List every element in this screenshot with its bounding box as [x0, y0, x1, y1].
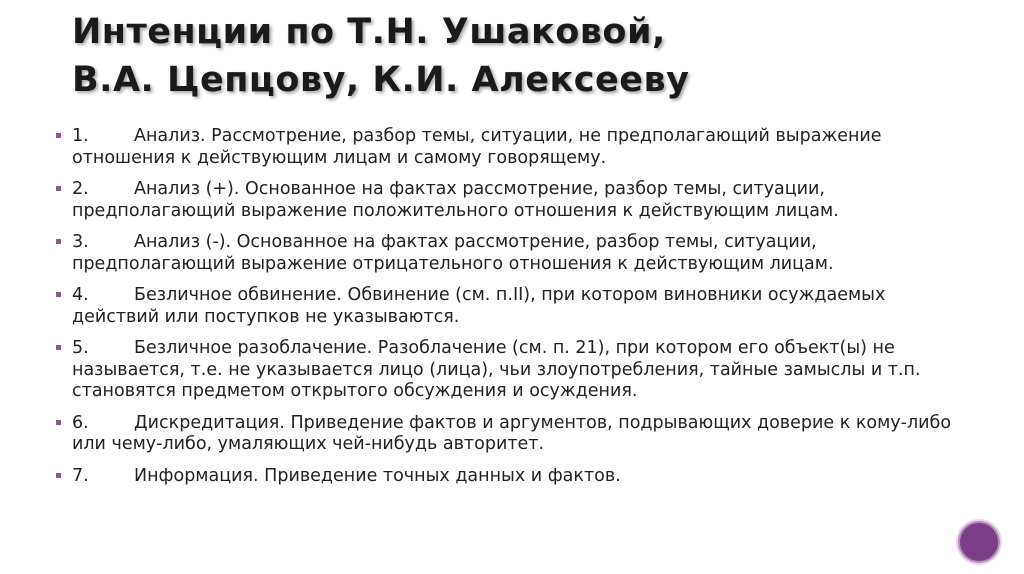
- slide-title-line-1: Интенции по Т.Н. Ушаковой,: [72, 12, 666, 52]
- item-text: Безличное разоблачение. Разоблачение (см. п. 21), при котором его объект(ы) не называется, т.е. не указывается лицо (лица), чьи злоупотребления, тайные замыслы и т.п. становятся предметом открытого обсуждения и осуждения.: [72, 338, 921, 401]
- item-number: 4.: [72, 285, 89, 305]
- item-number: 7.: [72, 465, 89, 486]
- list-item: [52, 285, 952, 328]
- intentions-list: [52, 126, 952, 497]
- item-number: 2.: [72, 179, 89, 199]
- item-text: Информация. Приведение точных данных и фактов.: [134, 465, 621, 486]
- item-number: 1.: [72, 126, 89, 146]
- item-text: Дискредитация. Приведение фактов и аргументов, подрывающих доверие к кому-либо или чему-либо, умаляющих чей-нибудь авторитет.: [72, 412, 952, 454]
- bullet-icon: [56, 345, 61, 350]
- item-number: 5.: [72, 338, 89, 358]
- list-item: [52, 413, 952, 456]
- item-text: Безличное обвинение. Обвинение (см. п.II), при котором виновники осуждаемых действий или поступков не указываются.: [72, 285, 886, 327]
- list-item: [52, 232, 952, 275]
- list-item: [52, 338, 952, 403]
- bullet-icon: [56, 292, 61, 297]
- item-text: Анализ. Рассмотрение, разбор темы, ситуации, не предполагающий выражение отношения к действующим лицам и самому говорящему.: [72, 126, 882, 168]
- item-number: 3.: [72, 232, 89, 252]
- bullet-icon: [56, 186, 61, 191]
- bullet-icon: [56, 420, 61, 425]
- item-text: Анализ (+). Основанное на фактах рассмотрение, разбор темы, ситуации, предполагающий выражение положительного отношения к действующим лицам.: [72, 179, 839, 221]
- list-item: [52, 126, 952, 169]
- bullet-icon: [56, 133, 61, 138]
- slide-title: [72, 8, 972, 104]
- list-item: [52, 466, 952, 488]
- slide-corner-circle-icon: [958, 521, 1000, 563]
- list-item: [52, 179, 952, 222]
- bullet-icon: [56, 239, 61, 244]
- slide-title-line-2: В.А. Цепцову, К.И. Алексееву: [72, 60, 690, 100]
- bullet-icon: [56, 473, 61, 478]
- item-number: 6.: [72, 412, 89, 433]
- item-text: Анализ (-). Основанное на фактах рассмотрение, разбор темы, ситуации, предполагающий выражение отрицательного отношения к действующим лицам.: [72, 232, 834, 274]
